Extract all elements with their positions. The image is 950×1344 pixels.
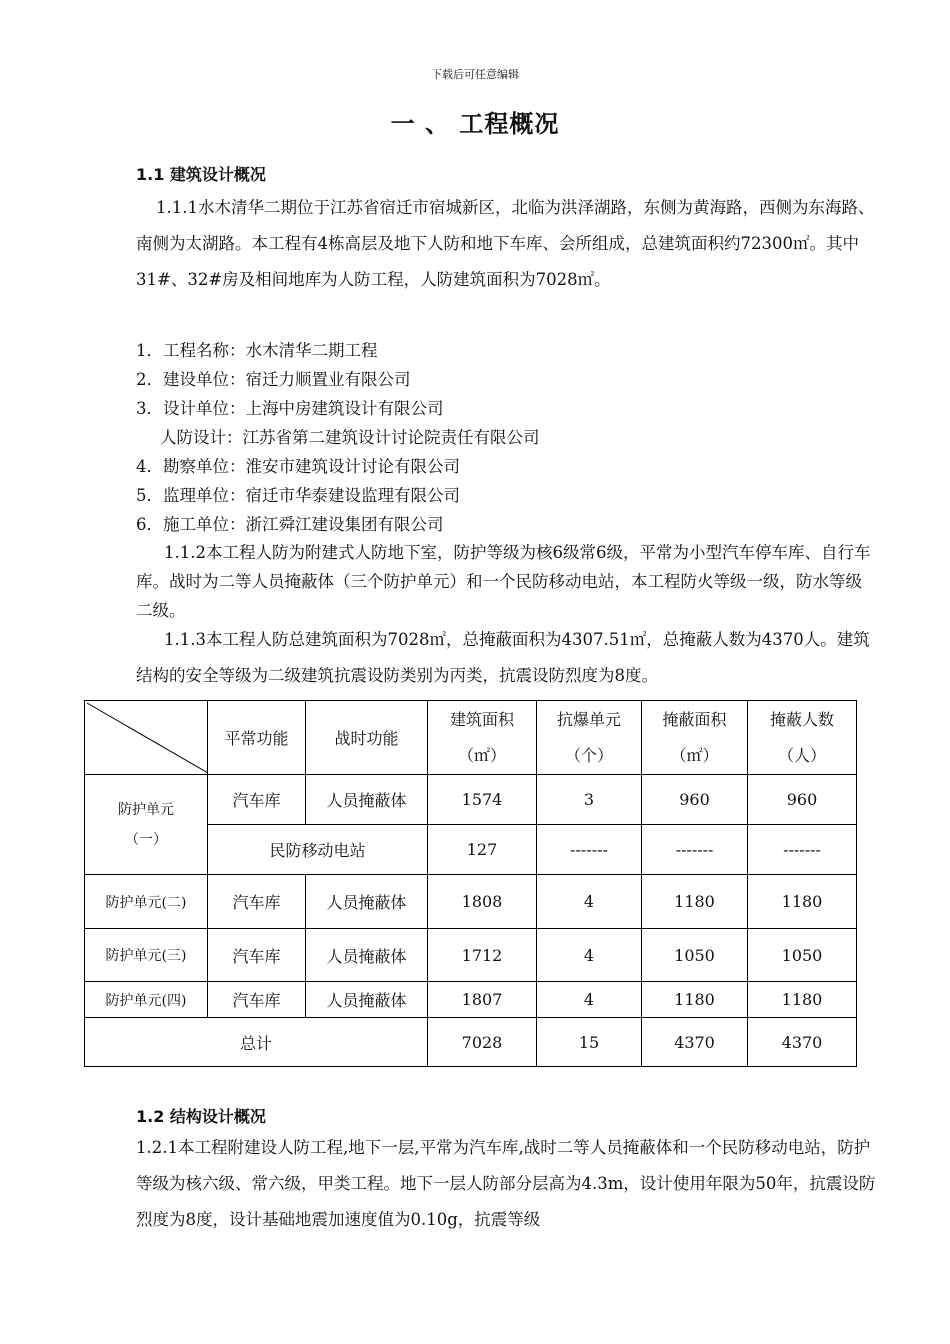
cell-shelter-area: 1180 bbox=[642, 875, 748, 929]
diagonal-header-cell bbox=[85, 701, 208, 775]
header-shelter-area-label: 掩蔽面积 bbox=[662, 709, 727, 729]
list-item: 人防设计：江苏省第二建筑设计讨论院责任有限公司 bbox=[160, 428, 540, 447]
header-peacetime: 平常功能 bbox=[208, 701, 306, 775]
paragraph-1-2-1: 1.2.1本工程附建设人防工程,地下一层,平常为汽车库,战时二等人员掩蔽体和一个民防移动电站，防护等级为核六级、常六级，甲类工程。地下一层人防部分层高为4.3m，设计使用年限为50年，抗震设防烈度为8度，设计基础地震加速度值为0.10g，抗震等级 bbox=[136, 1138, 876, 1229]
table-row bbox=[85, 775, 857, 825]
cell-peacetime: 汽车库 bbox=[208, 929, 306, 982]
header-shelter-area bbox=[642, 701, 748, 775]
cell-peacetime: 汽车库 bbox=[208, 775, 306, 825]
cell-peacetime: 汽车库 bbox=[208, 875, 306, 929]
cell-units: 4 bbox=[537, 929, 642, 982]
page-header: 下载后可任意编辑 bbox=[431, 68, 519, 81]
header-units-label: 抗爆单元 bbox=[556, 709, 621, 729]
cell-units: ------- bbox=[537, 825, 642, 875]
cell-wartime: 人员掩蔽体 bbox=[306, 982, 428, 1018]
list-item: 3．设计单位：上海中房建筑设计有限公司 bbox=[136, 399, 444, 418]
cell-people: 1180 bbox=[748, 875, 857, 929]
cell-shelter-area: 1180 bbox=[642, 982, 748, 1018]
cell-unit: 防护单元(四) bbox=[85, 982, 208, 1018]
paragraph-1-1-2: 1.1.2本工程人防为附建式人防地下室，防护等级为核6级常6级，平常为小型汽车停车库、自行车库。战时为二等人员掩蔽体（三个防护单元）和一个民防移动电站，本工程防火等级一级，防水等级二级。 bbox=[136, 543, 871, 620]
cell-area: 1807 bbox=[428, 982, 537, 1018]
cell-unit: 防护单元(二) bbox=[85, 875, 208, 929]
cell-total-shelter-area: 4370 bbox=[642, 1018, 748, 1067]
cell-area: 127 bbox=[428, 825, 537, 875]
unit-one-number: （一） bbox=[125, 831, 167, 848]
header-wartime: 战时功能 bbox=[306, 701, 428, 775]
header-area-label: 建筑面积 bbox=[449, 709, 514, 729]
header-people bbox=[748, 701, 857, 775]
list-item: 6．施工单位：浙江舜江建设集团有限公司 bbox=[136, 515, 444, 534]
cell-wartime: 人员掩蔽体 bbox=[306, 775, 428, 825]
header-shelter-area-unit: （㎡） bbox=[670, 745, 719, 765]
header-area bbox=[428, 701, 537, 775]
cell-total-people: 4370 bbox=[748, 1018, 857, 1067]
unit-one-cell bbox=[85, 775, 208, 875]
cell-area: 1808 bbox=[428, 875, 537, 929]
list-item: 4．勘察单位：淮安市建筑设计讨论有限公司 bbox=[136, 457, 460, 476]
table-row bbox=[85, 929, 857, 982]
list-item: 2．建设单位：宿迁力顺置业有限公司 bbox=[136, 370, 411, 389]
header-people-label: 掩蔽人数 bbox=[769, 709, 834, 729]
cell-people: ------- bbox=[748, 825, 857, 875]
cell-shelter-area: 1050 bbox=[642, 929, 748, 982]
paragraph-1-1-1: 1.1.1水木清华二期位于江苏省宿迁市宿城新区，北临为洪泽湖路，东侧为黄海路，西侧为东海路、南侧为太湖路。本工程有4栋高层及地下人防和地下车库、会所组成，总建筑面积约72300㎡。其中31#、32#房及相间地库为人防工程，人防建筑面积为7028㎡。 bbox=[136, 198, 875, 289]
header-people-unit: （人） bbox=[777, 745, 826, 765]
cell-wartime: 人员掩蔽体 bbox=[306, 929, 428, 982]
cell-people: 960 bbox=[748, 775, 857, 825]
cell-wartime: 人员掩蔽体 bbox=[306, 875, 428, 929]
cell-total-units: 15 bbox=[537, 1018, 642, 1067]
cell-units: 4 bbox=[537, 982, 642, 1018]
cell-unit: 防护单元(三) bbox=[85, 929, 208, 982]
table-row bbox=[85, 875, 857, 929]
cell-units: 3 bbox=[537, 775, 642, 825]
cell-area: 1712 bbox=[428, 929, 537, 982]
section-heading-1-1: 1.1 建筑设计概况 bbox=[136, 165, 266, 184]
table-header-row bbox=[85, 701, 857, 775]
cell-shelter-area: ------- bbox=[642, 825, 748, 875]
page-title: 一 、 工程概况 bbox=[390, 110, 560, 138]
list-item: 5．监理单位：宿迁市华泰建设监理有限公司 bbox=[136, 486, 460, 505]
list-item: 1．工程名称：水木清华二期工程 bbox=[136, 341, 378, 360]
cell-people: 1050 bbox=[748, 929, 857, 982]
civil-defense-table bbox=[84, 700, 857, 1067]
header-area-unit: （㎡） bbox=[457, 745, 506, 765]
diagonal-line bbox=[85, 701, 208, 775]
cell-merged-function: 民防移动电站 bbox=[208, 825, 428, 875]
cell-total-label: 总计 bbox=[85, 1018, 428, 1067]
cell-area: 1574 bbox=[428, 775, 537, 825]
section-heading-1-2: 1.2 结构设计概况 bbox=[136, 1107, 266, 1126]
cell-peacetime: 汽车库 bbox=[208, 982, 306, 1018]
table-row bbox=[85, 982, 857, 1018]
cell-total-area: 7028 bbox=[428, 1018, 537, 1067]
cell-shelter-area: 960 bbox=[642, 775, 748, 825]
header-units bbox=[537, 701, 642, 775]
header-units-unit: （个） bbox=[564, 745, 613, 765]
cell-units: 4 bbox=[537, 875, 642, 929]
unit-one-label: 防护单元 bbox=[118, 801, 174, 818]
paragraph-1-1-3: 1.1.3本工程人防总建筑面积为7028㎡，总掩蔽面积为4307.51㎡，总掩蔽人数为4370人。建筑结构的安全等级为二级建筑抗震设防类别为丙类，抗震设防烈度为8度。 bbox=[136, 630, 870, 685]
cell-people: 1180 bbox=[748, 982, 857, 1018]
table-total-row bbox=[85, 1018, 857, 1067]
